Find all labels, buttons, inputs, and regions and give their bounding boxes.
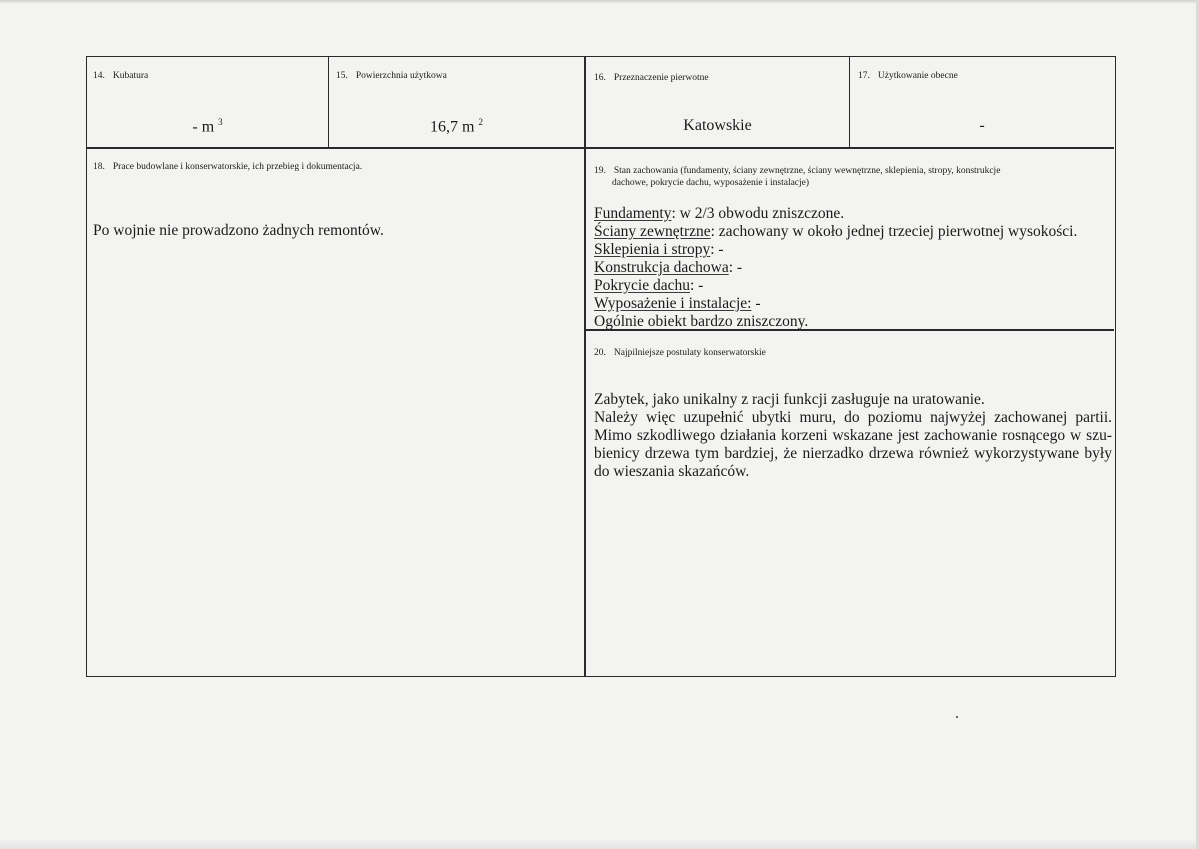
uzytkowanie-label: 17. Użytkowanie obecne — [858, 71, 958, 81]
prace-text: Po wojnie nie prowadzono żadnych remontów. — [93, 222, 384, 239]
kubatura-label: 14. Kubatura — [93, 71, 149, 81]
postulaty-line: Zabytek, jako unikalny z racji funkcji zasługuje na uratowanie. — [594, 391, 985, 408]
stan-label-line2: dachowe, pokrycie dachu, wyposażenie i instalacje) — [612, 178, 810, 188]
stan-item: Ogólnie obiekt bardzo zniszczony. — [594, 313, 809, 330]
stan-item: Konstrukcja dachowa: - — [594, 259, 743, 276]
field-kubatura — [87, 57, 328, 147]
postulaty-text — [594, 391, 1112, 481]
field-postulaty — [586, 331, 1114, 676]
field-stan-zachowania — [586, 149, 1114, 329]
postulaty-line: Należy więc uzupełnić ubytki muru, do poziomu najwyżej zachowanej partii. — [594, 409, 1112, 426]
scan-edge-top — [0, 0, 1199, 4]
powierzchnia-label: 15. Powierzchnia użytkowa — [336, 71, 447, 81]
stan-item: Sklepienia i stropy: - — [594, 241, 724, 258]
przeznaczenie-label: 16. Przeznaczenie pierwotne — [594, 73, 709, 83]
scan-speck — [956, 716, 958, 718]
uzytkowanie-value: - — [979, 117, 985, 134]
postulaty-line: Mimo szkodliwego działania korzeni wskazane jest zachowanie rosnącego w szu- — [594, 427, 1112, 444]
przeznaczenie-value: Katowskie — [683, 117, 752, 134]
field-przeznaczenie — [586, 57, 849, 147]
postulaty-line: bienicy drzewa tym bardziej, że nierzadko drzewa również wykorzystywane były — [594, 445, 1112, 462]
powierzchnia-value: 16,7 m $^2$ — [430, 117, 483, 136]
postulaty-label: 20. Najpilniejsze postulaty konserwatorskie — [594, 348, 766, 358]
scan-edge-bottom — [0, 839, 1199, 849]
record-form — [86, 56, 1116, 677]
field-powierzchnia — [329, 57, 584, 147]
field-uzytkowanie — [850, 57, 1114, 147]
stan-label-line1: 19. Stan zachowania (fundamenty, ściany zewnętrzne, ściany wewnętrzne, sklepienia, stropy, konstrukcje — [594, 166, 1001, 176]
stan-item: Pokrycie dachu: - — [594, 277, 704, 294]
field-prace — [87, 149, 584, 676]
kubatura-value: - m $^3$ — [192, 117, 223, 136]
stan-item: Wyposażenie i instalacje: - — [594, 295, 761, 312]
stan-list — [594, 205, 1077, 331]
prace-label: 18. Prace budowlane i konserwatorskie, ich przebieg i dokumentacja. — [93, 162, 363, 172]
stan-item: Ściany zewnętrzne: zachowany w około jednej trzeciej pierwotnej wysokości. — [594, 223, 1078, 240]
stan-item: Fundamenty: w 2/3 obwodu zniszczone. — [594, 205, 845, 222]
postulaty-line: do wieszania skazańców. — [594, 463, 750, 480]
